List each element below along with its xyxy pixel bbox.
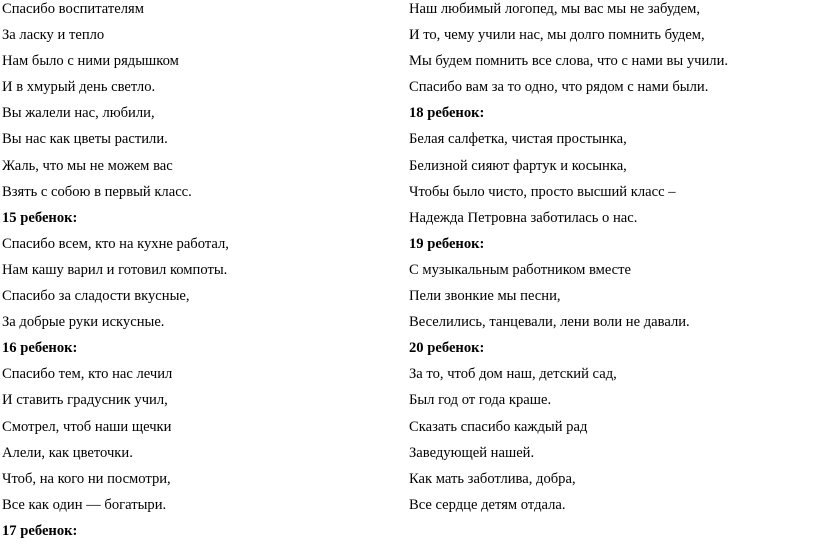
poem-line: Спасибо всем, кто на кухне работал, xyxy=(2,235,229,252)
poem-line: Наш любимый логопед, мы вас мы не забудем, xyxy=(409,1,701,17)
poem-line: Взять с собою в первый класс. xyxy=(2,183,192,200)
poem-line: Был год от года краше. xyxy=(409,392,552,409)
poem-line: Спасибо за сладости вкусные, xyxy=(2,288,190,305)
poem-line: За то, чтоб дом наш, детский сад, xyxy=(409,366,617,383)
poem-line: И в хмурый день светло. xyxy=(2,79,156,96)
poem-line: Пели звонкие мы песни, xyxy=(409,288,561,305)
poem-line: И ставить градусник учил, xyxy=(2,392,168,409)
poem-line: Мы будем помнить все слова, что с нами вы учили. xyxy=(409,53,729,70)
poem-line: За добрые руки искусные. xyxy=(2,314,165,331)
speaker-heading: 16 ребенок: xyxy=(2,340,78,357)
poem-line: Белизной сияют фартук и косынка, xyxy=(409,157,627,174)
poem-line: Веселились, танцевали, лени воли не давали. xyxy=(409,314,690,331)
right-column xyxy=(409,0,809,522)
poem-line: Смотрел, чтоб наши щечки xyxy=(2,418,172,435)
left-column xyxy=(2,0,392,548)
poem-line: Алели, как цветочки. xyxy=(2,444,133,461)
speaker-heading: 20 ребенок: xyxy=(409,340,485,357)
speaker-heading: 19 ребенок: xyxy=(409,235,485,252)
poem-line: Чтобы было чисто, просто высший класс – xyxy=(409,183,676,200)
poem-line: Нам кашу варил и готовил компоты. xyxy=(2,261,228,278)
poem-line: Нам было с ними рядышком xyxy=(2,53,179,70)
poem-line: Надежда Петровна заботилась о нас. xyxy=(409,209,638,226)
poem-line: За ласку и тепло xyxy=(2,27,105,44)
speaker-heading: 15 ребенок: xyxy=(2,209,78,226)
poem-line: С музыкальным работником вместе xyxy=(409,261,631,278)
poem-line: Все как один — богатыри. xyxy=(2,496,167,513)
speaker-heading: 18 ребенок: xyxy=(409,105,485,122)
speaker-heading: 17 ребенок: xyxy=(2,522,78,539)
poem-line: Жаль, что мы не можем вас xyxy=(2,157,173,174)
poem-line: Вы нас как цветы растили. xyxy=(2,131,168,148)
poem-line: И то, чему учили нас, мы долго помнить будем, xyxy=(409,27,705,44)
poem-line: Спасибо воспитателям xyxy=(2,1,144,17)
poem-line: Все сердце детям отдала. xyxy=(409,496,566,513)
poem-line: Вы жалели нас, любили, xyxy=(2,105,155,122)
poem-line: Спасибо тем, кто нас лечил xyxy=(2,366,173,383)
poem-line: Белая салфетка, чистая простынка, xyxy=(409,131,627,148)
poem-line: Чтоб, на кого ни посмотри, xyxy=(2,470,171,487)
poem-line: Сказать спасибо каждый рад xyxy=(409,418,588,435)
poem-line: Спасибо вам за то одно, что рядом с нами были. xyxy=(409,79,709,96)
poem-line: Заведующей нашей. xyxy=(409,444,535,461)
poem-line: Как мать заботлива, добра, xyxy=(409,470,576,487)
